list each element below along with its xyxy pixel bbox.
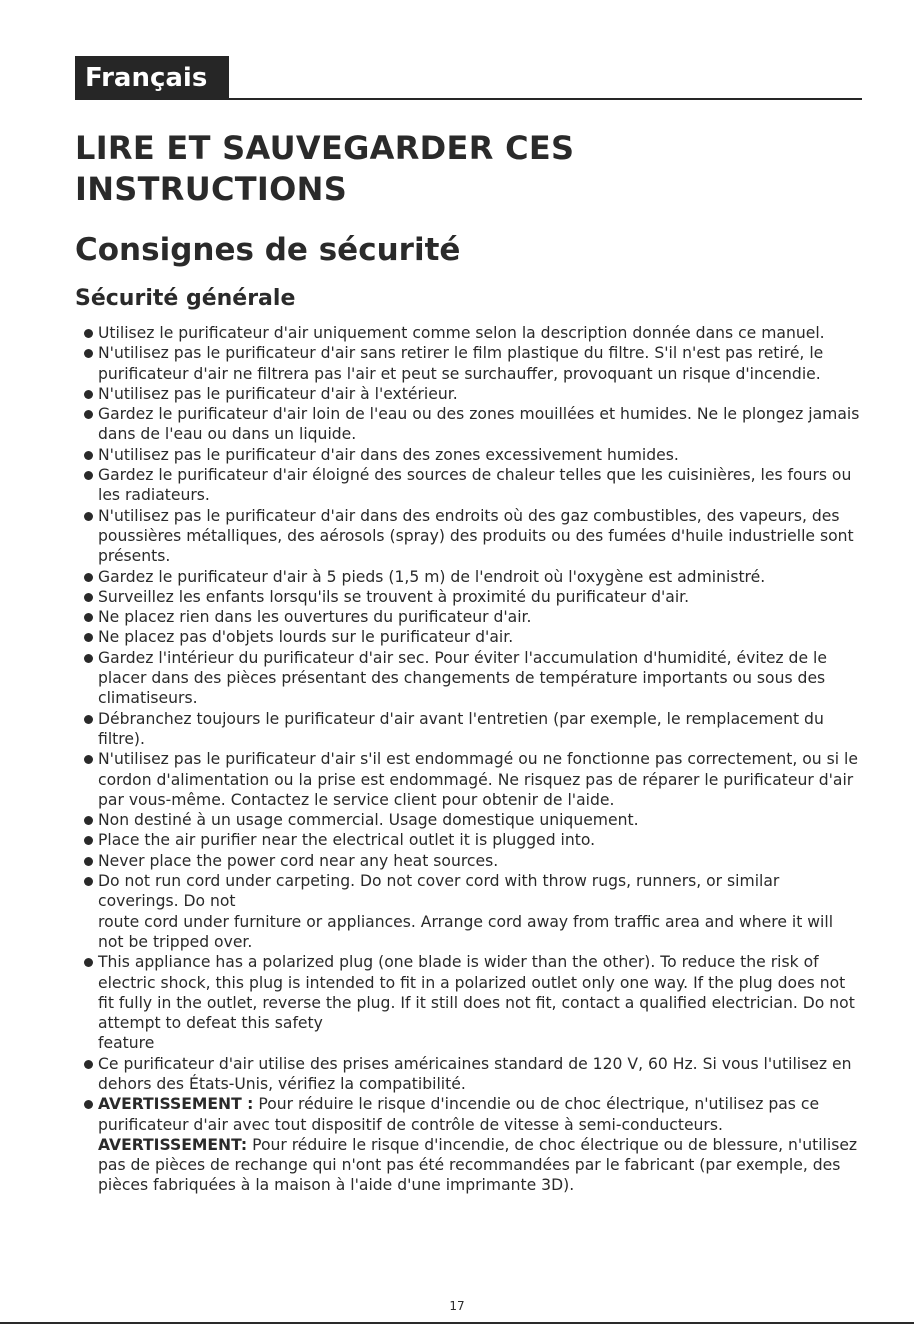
list-item-text: Gardez le purificateur d'air loin de l'eau ou des zones mouillées et humides. Ne le plongez jamais dans de l'eau ou dans un liquide. [98,405,860,444]
bullet-icon [84,715,93,724]
list-item [82,851,862,871]
warning-text: Pour réduire le risque d'incendie ou de choc électrique, n'utilisez pas ce purificateur d'air avec tout dispositif de contrôle de vitesse à semi-conducteurs. [98,1095,820,1134]
list-item [82,749,862,810]
list-item [82,567,862,587]
list-item-text: N'utilisez pas le purificateur d'air s'il est endommagé ou ne fonctionne pas correctement, ou si le cordon d'alimentation ou la prise est endommagé. Ne risquez pas de réparer le purificateur d'air par vous-même. Contactez le service client pour obtenir de l'aide. [98,750,858,809]
safety-list [82,323,862,1196]
warning-label: AVERTISSEMENT : [98,1095,254,1114]
bullet-icon [84,857,93,866]
list-item-text: N'utilisez pas le purificateur d'air dans des zones excessivement humides. [98,445,679,464]
list-item-text: Non destiné à un usage commercial. Usage domestique uniquement. [98,811,639,830]
bullet-icon [84,451,93,460]
list-item [82,810,862,830]
list-item-text: Never place the power cord near any heat sources. [98,851,499,870]
warning-item [82,1135,862,1196]
list-item-text: Place the air purifier near the electrical outlet it is plugged into. [98,831,596,850]
list-item-text: route cord under furniture or appliances. Arrange cord away from traffic area and where it will not be tripped over. [98,912,834,951]
bullet-icon [84,1060,93,1069]
list-item [82,830,862,850]
list-item-text: feature [98,1034,155,1053]
warning-text: Pour réduire le risque d'incendie, de choc électrique ou de blessure, n'utilisez pas de pièces de rechange qui n'ont pas été recommandées par le fabricant (par exemple, des pièces fabriquées à la maison à l'aide d'une imprimante 3D). [98,1135,858,1195]
list-item-text: Ne placez pas d'objets lourds sur le purificateur d'air. [98,628,514,647]
bullet-icon [84,633,93,642]
list-item-text: Gardez le purificateur d'air à 5 pieds (1,5 m) de l'endroit où l'oxygène est administré. [98,567,766,586]
list-item [82,445,862,465]
language-header [75,56,862,100]
bullet-icon [84,877,93,886]
list-item-text: N'utilisez pas le purificateur d'air à l'extérieur. [98,384,458,403]
bullet-icon [84,390,93,399]
list-item-text: Utilisez le purificateur d'air uniquement comme selon la description donnée dans ce manuel. [98,324,825,342]
bullet-icon [84,593,93,602]
bullet-icon [84,471,93,480]
list-item [82,607,862,627]
list-item [82,465,862,506]
page-number: 17 [449,1299,465,1313]
bullet-icon [84,329,93,338]
section-title: Consignes de sécurité [75,232,461,268]
list-item [82,404,862,445]
list-item-text: Gardez l'intérieur du purificateur d'air sec. Pour éviter l'accumulation d'humidité, évitez de le placer dans des pièces présentant des changements de température importants ou sous des climatiseurs. [98,648,827,708]
list-item-text: Ce purificateur d'air utilise des prises américaines standard de 120 V, 60 Hz. Si vous l'utilisez en dehors des États-Unis, vérifiez la compatibilité. [98,1054,852,1093]
warning-label: AVERTISSEMENT: [98,1135,248,1154]
bullet-icon [84,512,93,521]
list-item [82,952,862,1033]
bullet-icon [84,1100,93,1109]
bullet-icon [84,573,93,582]
list-item-text: Débranchez toujours le purificateur d'air avant l'entretien (par exemple, le remplacement du filtre). [98,709,824,748]
header-rule [229,98,862,100]
list-item [82,871,862,912]
sub-title: Sécurité générale [75,286,296,311]
bullet-icon [84,755,93,764]
list-item-text: This appliance has a polarized plug (one blade is wider than the other). To reduce the risk of electric shock, this plug is intended to fit in a polarized outlet only one way. If the plug does not fit fully in the outlet, reverse the plug. If it still does not fit, contact a qualified electrician. Do not attempt to defeat this safety [98,953,855,1033]
warning-item [82,1094,862,1135]
list-item-text: Surveillez les enfants lorsqu'ils se trouvent à proximité du purificateur d'air. [98,587,690,606]
list-item [82,627,862,647]
list-item [82,343,862,384]
list-item [82,384,862,404]
list-item-text: Ne placez rien dans les ouvertures du purificateur d'air. [98,608,532,627]
bullet-icon [84,958,93,967]
list-item [82,709,862,750]
main-title: LIRE ET SAUVEGARDER CES INSTRUCTIONS [75,129,575,208]
list-item [82,323,862,343]
list-item-text: Gardez le purificateur d'air éloigné des sources de chaleur telles que les cuisinières, les fours ou les radiateurs. [98,466,852,505]
bullet-icon [84,836,93,845]
list-item-continuation [82,1033,862,1053]
list-item-text: N'utilisez pas le purificateur d'air sans retirer le film plastique du filtre. S'il n'est pas retiré, le purificateur d'air ne filtrera pas l'air et peut se surchauffer, provoquant un risque d'incendie. [98,344,824,383]
list-item [82,648,862,709]
bullet-icon [84,410,93,419]
bullet-icon [84,613,93,622]
bullet-icon [84,349,93,358]
bullet-icon [84,654,93,663]
bullet-icon [84,816,93,825]
list-item-continuation [82,912,862,953]
list-item-text: N'utilisez pas le purificateur d'air dans des endroits où des gaz combustibles, des vapeurs, des poussières métalliques, des aérosols (spray) des produits ou des fumées d'huile industrielle sont présents. [98,506,854,566]
list-item [82,587,862,607]
list-item [82,1054,862,1095]
language-tab: Français [75,56,229,100]
list-item-text: Do not run cord under carpeting. Do not cover cord with throw rugs, runners, or similar coverings. Do not [98,872,780,911]
list-item [82,506,862,567]
